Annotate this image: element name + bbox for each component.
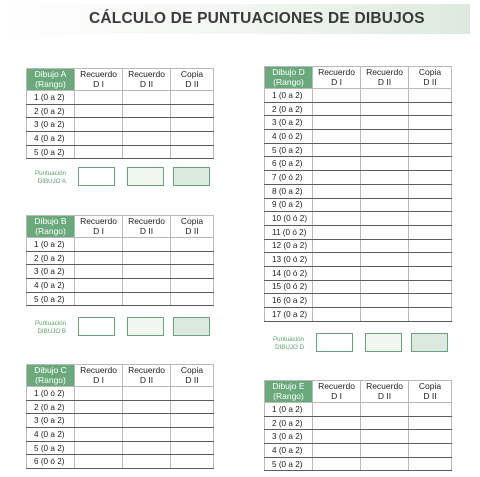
total-box-copia-d2-d[interactable] [411, 333, 448, 352]
score-cell[interactable] [171, 428, 214, 442]
page-title: CÁLCULO DE PUNTUACIONES DE DIBUJOS [89, 10, 425, 27]
row-label: 1 (0 a 2) [27, 91, 75, 105]
score-cell[interactable] [313, 184, 361, 198]
score-cell[interactable] [75, 118, 123, 132]
header-copia-d2: Copia D II [409, 67, 452, 89]
total-box-recuerdo-d1-b[interactable] [78, 317, 115, 336]
row-label: 17 (0 a 2) [265, 308, 313, 322]
score-cell[interactable] [75, 292, 123, 306]
row-label: 6 (0 ó 2) [27, 455, 75, 469]
score-cell[interactable] [171, 292, 214, 306]
table-row [27, 441, 214, 455]
table-row [265, 294, 452, 308]
table-row [265, 444, 452, 458]
score-cell[interactable] [171, 265, 214, 279]
row-label: 1 (0 ó 2) [27, 387, 75, 401]
score-cell[interactable] [123, 118, 171, 132]
score-cell[interactable] [409, 308, 452, 322]
header-recuerdo-d2: Recuerdo D II [123, 365, 171, 387]
score-cell[interactable] [361, 89, 409, 103]
table-dibujo-e [264, 380, 452, 471]
score-cell[interactable] [313, 116, 361, 130]
score-cell[interactable] [409, 102, 452, 116]
score-cell[interactable] [313, 212, 361, 226]
row-label: 6 (0 a 2) [265, 157, 313, 171]
score-cell[interactable] [409, 253, 452, 267]
score-cell[interactable] [361, 157, 409, 171]
row-label: 4 (0 a 2) [27, 428, 75, 442]
score-cell[interactable] [171, 238, 214, 252]
row-label: 10 (0 ó 2) [265, 212, 313, 226]
puntuacion-label-d: Puntuación DIBUJO D [273, 336, 304, 351]
score-cell[interactable] [123, 251, 171, 265]
score-cell[interactable] [361, 403, 409, 417]
score-cell[interactable] [409, 444, 452, 458]
score-cell[interactable] [361, 308, 409, 322]
row-label: 5 (0 a 2) [27, 441, 75, 455]
score-cell[interactable] [361, 116, 409, 130]
score-cell[interactable] [123, 132, 171, 146]
row-label: 5 (0 a 2) [27, 145, 75, 159]
row-label: 1 (0 a 2) [27, 238, 75, 252]
table-row [27, 387, 214, 401]
score-cell[interactable] [313, 294, 361, 308]
score-cell[interactable] [171, 91, 214, 105]
score-cell[interactable] [75, 91, 123, 105]
score-cell[interactable] [75, 400, 123, 414]
score-cell[interactable] [409, 294, 452, 308]
score-cell[interactable] [409, 184, 452, 198]
score-cell[interactable] [313, 225, 361, 239]
table-row [27, 132, 214, 146]
row-label: 3 (0 a 2) [27, 118, 75, 132]
score-cell[interactable] [75, 428, 123, 442]
score-cell[interactable] [361, 171, 409, 185]
header-recuerdo-d1: Recuerdo D I [313, 381, 361, 403]
score-cell[interactable] [361, 102, 409, 116]
table-row [265, 280, 452, 294]
score-cell[interactable] [75, 251, 123, 265]
header-recuerdo-d2: Recuerdo D II [361, 67, 409, 89]
row-label: 5 (0 a 2) [265, 457, 313, 471]
table-dibujo-c [26, 364, 214, 469]
score-cell[interactable] [361, 184, 409, 198]
score-cell[interactable] [409, 266, 452, 280]
table-dibujo-d [264, 66, 452, 322]
score-cell[interactable] [361, 130, 409, 144]
row-label: 7 (0 ó 2) [265, 171, 313, 185]
score-cell[interactable] [361, 212, 409, 226]
total-box-recuerdo-d2-a[interactable] [127, 167, 164, 186]
score-cell[interactable] [171, 414, 214, 428]
row-label: 2 (0 a 2) [265, 102, 313, 116]
score-cell[interactable] [361, 430, 409, 444]
table-row [265, 184, 452, 198]
score-cell[interactable] [171, 132, 214, 146]
table-row [265, 416, 452, 430]
score-cell[interactable] [361, 416, 409, 430]
table-row [27, 455, 214, 469]
score-cell[interactable] [313, 430, 361, 444]
score-cell[interactable] [313, 157, 361, 171]
table-row [265, 403, 452, 417]
row-label: 16 (0 a 2) [265, 294, 313, 308]
row-label: 4 (0 a 2) [27, 279, 75, 293]
score-cell[interactable] [409, 116, 452, 130]
header-copia-d2: Copia D II [171, 216, 214, 238]
row-label: 3 (0 a 2) [27, 414, 75, 428]
table-row [27, 251, 214, 265]
score-cell[interactable] [313, 130, 361, 144]
header-recuerdo-d2: Recuerdo D II [123, 69, 171, 91]
table-row [265, 198, 452, 212]
header-copia-d2: Copia D II [171, 365, 214, 387]
total-box-recuerdo-d2-d[interactable] [365, 333, 402, 352]
score-cell[interactable] [171, 251, 214, 265]
score-cell[interactable] [409, 198, 452, 212]
row-label: 3 (0 a 2) [265, 116, 313, 130]
score-cell[interactable] [409, 212, 452, 226]
score-cell[interactable] [409, 280, 452, 294]
score-cell[interactable] [313, 403, 361, 417]
score-cell[interactable] [313, 89, 361, 103]
score-cell[interactable] [313, 308, 361, 322]
score-cell[interactable] [171, 145, 214, 159]
row-label: 8 (0 a 2) [265, 184, 313, 198]
score-cell[interactable] [313, 102, 361, 116]
header-dibujo: Dibujo D (Rango) [265, 67, 313, 89]
header-recuerdo-d2: Recuerdo D II [123, 216, 171, 238]
score-cell[interactable] [123, 414, 171, 428]
score-cell[interactable] [123, 91, 171, 105]
score-cell[interactable] [171, 400, 214, 414]
score-cell[interactable] [409, 430, 452, 444]
score-cell[interactable] [313, 239, 361, 253]
row-label: 5 (0 a 2) [265, 143, 313, 157]
score-cell[interactable] [409, 157, 452, 171]
table-row [27, 428, 214, 442]
score-cell[interactable] [409, 457, 452, 471]
row-label: 13 (0 ó 2) [265, 253, 313, 267]
score-cell[interactable] [361, 143, 409, 157]
table-row [265, 143, 452, 157]
score-cell[interactable] [409, 225, 452, 239]
total-box-recuerdo-d1-d[interactable] [316, 333, 353, 352]
table-row [265, 171, 452, 185]
score-cell[interactable] [123, 265, 171, 279]
score-cell[interactable] [171, 279, 214, 293]
score-cell[interactable] [313, 444, 361, 458]
score-cell[interactable] [361, 266, 409, 280]
total-box-recuerdo-d1-a[interactable] [78, 167, 115, 186]
header-recuerdo-d1: Recuerdo D I [75, 365, 123, 387]
score-cell[interactable] [361, 280, 409, 294]
score-cell[interactable] [171, 387, 214, 401]
score-cell[interactable] [123, 428, 171, 442]
row-label: 4 (0 a 2) [27, 132, 75, 146]
table-row [265, 116, 452, 130]
score-cell[interactable] [313, 171, 361, 185]
row-label: 2 (0 a 2) [27, 251, 75, 265]
score-cell[interactable] [75, 279, 123, 293]
table-row [265, 225, 452, 239]
table-row [27, 292, 214, 306]
total-box-recuerdo-d2-b[interactable] [127, 317, 164, 336]
score-cell[interactable] [75, 455, 123, 469]
score-cell[interactable] [409, 143, 452, 157]
table-row [265, 239, 452, 253]
header-dibujo: Dibujo A (Rango) [27, 69, 75, 91]
table-row [265, 102, 452, 116]
score-cell[interactable] [75, 265, 123, 279]
table-row [27, 118, 214, 132]
score-cell[interactable] [313, 266, 361, 280]
header-copia-d2: Copia D II [409, 381, 452, 403]
table-row [27, 265, 214, 279]
row-label: 9 (0 a 2) [265, 198, 313, 212]
table-row [27, 145, 214, 159]
score-cell[interactable] [361, 457, 409, 471]
header-dibujo: Dibujo E (Rango) [265, 381, 313, 403]
score-cell[interactable] [123, 455, 171, 469]
row-label: 1 (0 a 2) [265, 89, 313, 103]
score-cell[interactable] [313, 416, 361, 430]
header-recuerdo-d1: Recuerdo D I [75, 69, 123, 91]
score-cell[interactable] [75, 104, 123, 118]
header-dibujo: Dibujo B (Rango) [27, 216, 75, 238]
total-box-copia-d2-a[interactable] [173, 167, 210, 186]
table-dibujo-b [26, 215, 214, 306]
row-label: 2 (0 a 2) [27, 400, 75, 414]
score-cell[interactable] [123, 387, 171, 401]
score-cell[interactable] [313, 280, 361, 294]
header-recuerdo-d2: Recuerdo D II [361, 381, 409, 403]
score-cell[interactable] [171, 455, 214, 469]
table-row [265, 430, 452, 444]
score-cell[interactable] [75, 132, 123, 146]
score-cell[interactable] [361, 225, 409, 239]
score-cell[interactable] [123, 441, 171, 455]
table-row [265, 253, 452, 267]
score-cell[interactable] [123, 292, 171, 306]
score-cell[interactable] [171, 118, 214, 132]
row-label: 12 (0 a 2) [265, 239, 313, 253]
score-cell[interactable] [313, 198, 361, 212]
score-cell[interactable] [361, 294, 409, 308]
table-row [27, 400, 214, 414]
score-cell[interactable] [313, 253, 361, 267]
row-label: 1 (0 a 2) [265, 403, 313, 417]
table-row [27, 414, 214, 428]
table-row [265, 212, 452, 226]
score-cell[interactable] [313, 457, 361, 471]
score-cell[interactable] [361, 239, 409, 253]
score-cell[interactable] [313, 143, 361, 157]
table-row [265, 130, 452, 144]
score-cell[interactable] [123, 104, 171, 118]
score-cell[interactable] [171, 104, 214, 118]
puntuacion-label-b: Puntuación DIBUJO B [35, 320, 66, 335]
row-label: 15 (0 ó 2) [265, 280, 313, 294]
score-cell[interactable] [75, 238, 123, 252]
score-cell[interactable] [75, 414, 123, 428]
row-label: 4 (0 a 2) [265, 444, 313, 458]
score-cell[interactable] [75, 441, 123, 455]
score-cell[interactable] [409, 171, 452, 185]
header-recuerdo-d1: Recuerdo D I [75, 216, 123, 238]
table-row [265, 457, 452, 471]
total-box-copia-d2-b[interactable] [173, 317, 210, 336]
score-cell[interactable] [171, 441, 214, 455]
score-cell[interactable] [409, 89, 452, 103]
score-cell[interactable] [409, 416, 452, 430]
table-row [265, 266, 452, 280]
table-row [27, 104, 214, 118]
row-label: 3 (0 a 2) [27, 265, 75, 279]
score-cell[interactable] [409, 239, 452, 253]
score-cell[interactable] [361, 253, 409, 267]
score-cell[interactable] [123, 145, 171, 159]
score-cell[interactable] [361, 444, 409, 458]
score-cell[interactable] [75, 387, 123, 401]
row-label: 14 (0 ó 2) [265, 266, 313, 280]
row-label: 3 (0 a 2) [265, 430, 313, 444]
score-cell[interactable] [123, 238, 171, 252]
row-label: 4 (0 ó 2) [265, 130, 313, 144]
row-label: 5 (0 a 2) [27, 292, 75, 306]
header-copia-d2: Copia D II [171, 69, 214, 91]
table-row [265, 157, 452, 171]
score-cell[interactable] [409, 403, 452, 417]
puntuacion-label-a: Puntuación DIBUJO A [35, 170, 66, 185]
header-recuerdo-d1: Recuerdo D I [313, 67, 361, 89]
table-dibujo-a [26, 68, 214, 159]
score-cell[interactable] [409, 130, 452, 144]
score-cell[interactable] [75, 145, 123, 159]
table-row [27, 91, 214, 105]
row-label: 2 (0 a 2) [265, 416, 313, 430]
score-cell[interactable] [123, 279, 171, 293]
table-row [265, 89, 452, 103]
row-label: 11 (0 ó 2) [265, 225, 313, 239]
table-row [27, 238, 214, 252]
score-cell[interactable] [361, 198, 409, 212]
row-label: 2 (0 a 2) [27, 104, 75, 118]
table-row [27, 279, 214, 293]
table-row [265, 308, 452, 322]
header-dibujo: Dibujo C (Rango) [27, 365, 75, 387]
score-cell[interactable] [123, 400, 171, 414]
